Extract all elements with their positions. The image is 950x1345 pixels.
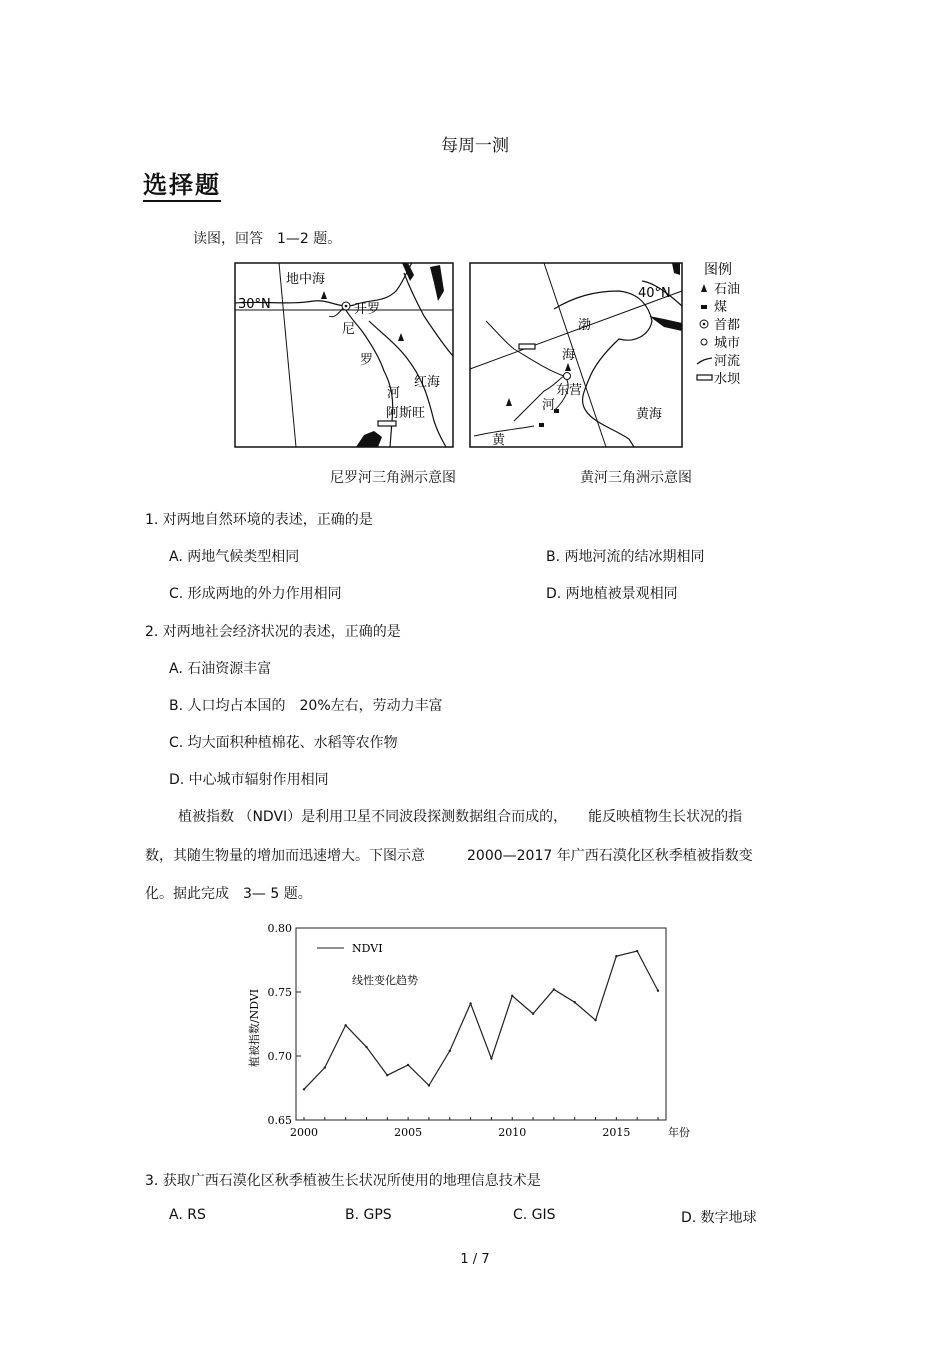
- passage-line-3: 化。据此完成 3— 5 题。: [145, 886, 312, 902]
- section-title: 选择题: [143, 170, 221, 202]
- map-legend: [697, 262, 741, 387]
- plot-frame: [296, 928, 666, 1120]
- data-point: [574, 1001, 576, 1003]
- label-yellow-sea: 黄海: [636, 407, 663, 422]
- q1-option-b: B. 两地河流的结冰期相同: [546, 549, 705, 565]
- x-tick-label: 2005: [394, 1126, 423, 1139]
- legend-city: 城市: [714, 336, 741, 351]
- label-dongying: 东营: [556, 383, 583, 398]
- yellow-river-map: [470, 263, 682, 448]
- x-tick-label: 2000: [290, 1126, 318, 1139]
- label-ni: 尼: [342, 322, 356, 337]
- caption-nile: 尼罗河三角洲示意图: [330, 470, 456, 486]
- passage-line-2: 数，其随生物量的增加而迅速增大。下图示意 2000—2017 年广西石漠化区秋季植被指数变: [145, 848, 753, 864]
- legend-river: 河流: [714, 354, 741, 369]
- legend-coal: 煤: [714, 300, 728, 315]
- data-point: [428, 1084, 430, 1086]
- legend-trend: 线性变化趋势: [352, 974, 418, 987]
- data-point: [407, 1064, 409, 1066]
- x-tick-label: 2015: [602, 1126, 631, 1139]
- legend-dam: 水坝: [714, 372, 741, 387]
- data-point: [324, 1066, 326, 1068]
- data-point: [386, 1074, 388, 1076]
- x-tick-label: 2010: [498, 1126, 527, 1139]
- nile-map: [235, 263, 453, 447]
- ndvi-chart: [240, 918, 710, 1152]
- data-point: [615, 955, 617, 957]
- label-bo: 渤: [578, 318, 592, 333]
- legend-oil: 石油: [714, 282, 741, 297]
- data-point: [594, 1019, 596, 1021]
- q1-option-d: D. 两地植被景观相同: [546, 586, 678, 602]
- x-axis-label: 年份: [668, 1126, 690, 1139]
- y-tick-label: 0.75: [267, 986, 292, 999]
- q2-stem: 2. 对两地社会经济状况的表述，正确的是: [145, 624, 401, 640]
- label-40n: 40°N: [638, 286, 671, 301]
- caption-yellow-river: 黄河三角洲示意图: [580, 470, 692, 486]
- q1-option-c: C. 形成两地的外力作用相同: [169, 586, 342, 602]
- maps-figure: [234, 261, 754, 455]
- legend-capital: 首都: [714, 318, 741, 333]
- label-red-sea: 红海: [414, 375, 441, 390]
- data-point: [657, 990, 659, 992]
- q3-option-c: C. GIS: [513, 1207, 556, 1223]
- data-point: [469, 1002, 471, 1004]
- q3-option-b: B. GPS: [345, 1207, 392, 1223]
- q2-option-a: A. 石油资源丰富: [169, 661, 272, 677]
- legend-ndvi: NDVI: [352, 942, 383, 955]
- data-point: [532, 1013, 534, 1015]
- page-number: 1 / 7: [460, 1252, 490, 1267]
- q2-option-b: B. 人口均占本国的 20%左右，劳动力丰富: [169, 698, 443, 714]
- legend-title: 图例: [704, 262, 732, 278]
- q3-stem: 3. 获取广西石漠化区秋季植被生长状况所使用的地理信息技术是: [145, 1173, 541, 1189]
- data-point: [303, 1088, 305, 1090]
- passage-line-1: 植被指数 （NDVI）是利用卫星不同波段探测数据组合而成的， 能反映植物生长状况的指: [178, 809, 743, 825]
- page-title: 每周一测: [441, 136, 509, 156]
- intro-1-2: 读图，回答 1—2 题。: [193, 231, 342, 247]
- data-point: [365, 1046, 367, 1048]
- data-point: [344, 1024, 346, 1026]
- q2-option-c: C. 均大面积种植棉花、水稻等农作物: [169, 735, 398, 751]
- q2-option-d: D. 中心城市辐射作用相同: [169, 772, 329, 788]
- label-cairo: 开罗: [354, 302, 381, 317]
- label-hai: 海: [562, 348, 576, 363]
- q3-option-a: A. RS: [169, 1207, 206, 1223]
- q3-option-d: D. 数字地球: [681, 1210, 757, 1226]
- label-mediterranean: 地中海: [286, 272, 326, 287]
- y-axis-label: 植被指数/NDVI: [248, 988, 261, 1068]
- data-point: [553, 988, 555, 990]
- y-tick-label: 0.65: [267, 1114, 292, 1127]
- label-huang: 黄: [492, 433, 506, 448]
- q1-option-a: A. 两地气候类型相同: [169, 549, 300, 565]
- label-he-nile: 河: [387, 386, 401, 401]
- data-point: [636, 950, 638, 952]
- data-point: [449, 1050, 451, 1052]
- data-point: [511, 995, 513, 997]
- y-tick-label: 0.70: [267, 1050, 292, 1063]
- q1-stem: 1. 对两地自然环境的表述，正确的是: [145, 512, 373, 528]
- label-he-yellow: 河: [542, 398, 556, 413]
- data-point: [490, 1057, 492, 1059]
- label-30n: 30°N: [238, 297, 271, 312]
- y-tick-label: 0.80: [267, 922, 292, 935]
- label-luo: 罗: [360, 353, 374, 368]
- label-aswan: 阿斯旺: [386, 406, 426, 421]
